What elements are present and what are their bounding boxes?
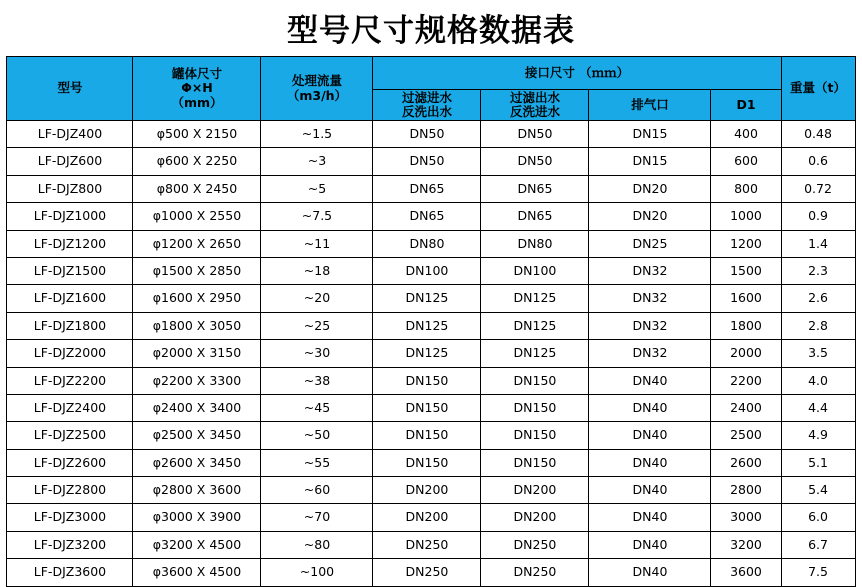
cell-model: LF-DJZ2500	[7, 422, 133, 449]
cell-tank-size: φ2600 X 3450	[133, 449, 261, 476]
filter-inlet-line2: 反洗出水	[401, 104, 452, 119]
cell-tank-size: φ500 X 2150	[133, 121, 261, 148]
cell-tank-size: φ2400 X 3400	[133, 394, 261, 421]
column-header-interface-group: 接口尺寸 （ｍｍ）	[373, 57, 781, 90]
cell-model: LF-DJZ600	[7, 148, 133, 175]
cell-weight: 5.1	[781, 449, 855, 476]
cell-exhaust: DN32	[589, 340, 711, 367]
cell-model: LF-DJZ2200	[7, 367, 133, 394]
cell-filter-inlet: DN150	[373, 449, 481, 476]
cell-filter-outlet: DN150	[481, 394, 589, 421]
cell-flow: ~38	[261, 367, 373, 394]
cell-flow: ~60	[261, 477, 373, 504]
cell-filter-inlet: DN250	[373, 559, 481, 586]
cell-filter-inlet: DN125	[373, 312, 481, 339]
cell-weight: 4.0	[781, 367, 855, 394]
cell-d1: 2400	[711, 394, 781, 421]
cell-flow: ~3	[261, 148, 373, 175]
cell-tank-size: φ1800 X 3050	[133, 312, 261, 339]
cell-filter-inlet: DN100	[373, 257, 481, 284]
cell-model: LF-DJZ1500	[7, 257, 133, 284]
table-row	[7, 148, 855, 175]
cell-filter-outlet: DN200	[481, 477, 589, 504]
cell-weight: 5.4	[781, 477, 855, 504]
cell-d1: 800	[711, 175, 781, 202]
column-header-model: 型号	[7, 57, 133, 121]
cell-exhaust: DN40	[589, 531, 711, 558]
filter-outlet-line2: 反洗进水	[509, 104, 560, 119]
cell-flow: ~70	[261, 504, 373, 531]
cell-weight: 3.5	[781, 340, 855, 367]
cell-tank-size: φ2000 X 3150	[133, 340, 261, 367]
cell-d1: 1000	[711, 203, 781, 230]
cell-model: LF-DJZ800	[7, 175, 133, 202]
cell-exhaust: DN15	[589, 121, 711, 148]
cell-d1: 3000	[711, 504, 781, 531]
cell-exhaust: DN15	[589, 148, 711, 175]
cell-flow: ~100	[261, 559, 373, 586]
table-row	[7, 203, 855, 230]
cell-exhaust: DN40	[589, 367, 711, 394]
flow-line2: （m3/h）	[286, 87, 348, 103]
cell-tank-size: φ800 X 2450	[133, 175, 261, 202]
cell-weight: 0.9	[781, 203, 855, 230]
column-header-filter-inlet	[373, 90, 481, 121]
cell-weight: 6.7	[781, 531, 855, 558]
cell-filter-outlet: DN200	[481, 504, 589, 531]
cell-flow: ~5	[261, 175, 373, 202]
table-row	[7, 394, 855, 421]
cell-filter-inlet: DN150	[373, 367, 481, 394]
cell-weight: 7.5	[781, 559, 855, 586]
cell-tank-size: φ2200 X 3300	[133, 367, 261, 394]
flow-line1: 处理流量	[291, 73, 342, 89]
cell-flow: ~7.5	[261, 203, 373, 230]
cell-weight: 0.48	[781, 121, 855, 148]
column-header-d1: D1	[711, 90, 781, 121]
cell-exhaust: DN40	[589, 449, 711, 476]
cell-filter-outlet: DN250	[481, 559, 589, 586]
cell-filter-inlet: DN65	[373, 175, 481, 202]
cell-model: LF-DJZ2000	[7, 340, 133, 367]
cell-flow: ~11	[261, 230, 373, 257]
cell-filter-outlet: DN65	[481, 175, 589, 202]
cell-tank-size: φ1500 X 2850	[133, 257, 261, 284]
cell-d1: 2800	[711, 477, 781, 504]
cell-d1: 1500	[711, 257, 781, 284]
cell-filter-inlet: DN50	[373, 121, 481, 148]
column-header-filter-outlet	[481, 90, 589, 121]
cell-weight: 1.4	[781, 230, 855, 257]
cell-tank-size: φ3200 X 4500	[133, 531, 261, 558]
cell-exhaust: DN32	[589, 285, 711, 312]
cell-filter-outlet: DN125	[481, 312, 589, 339]
cell-d1: 3600	[711, 559, 781, 586]
cell-filter-inlet: DN50	[373, 148, 481, 175]
cell-d1: 3200	[711, 531, 781, 558]
table-row	[7, 531, 855, 558]
column-header-exhaust: 排气口	[589, 90, 711, 121]
cell-tank-size: φ2800 X 3600	[133, 477, 261, 504]
cell-exhaust: DN20	[589, 203, 711, 230]
cell-d1: 2600	[711, 449, 781, 476]
cell-flow: ~1.5	[261, 121, 373, 148]
table-row	[7, 559, 855, 586]
cell-filter-outlet: DN250	[481, 531, 589, 558]
table-row	[7, 449, 855, 476]
tank-size-line3: （mm）	[171, 94, 223, 110]
cell-filter-inlet: DN125	[373, 285, 481, 312]
cell-d1: 400	[711, 121, 781, 148]
column-header-flow	[261, 57, 373, 121]
cell-d1: 1200	[711, 230, 781, 257]
cell-tank-size: φ1600 X 2950	[133, 285, 261, 312]
cell-weight: 0.72	[781, 175, 855, 202]
cell-model: LF-DJZ3600	[7, 559, 133, 586]
cell-weight: 2.6	[781, 285, 855, 312]
cell-d1: 2500	[711, 422, 781, 449]
table-row	[7, 175, 855, 202]
cell-model: LF-DJZ1600	[7, 285, 133, 312]
cell-filter-outlet: DN125	[481, 340, 589, 367]
cell-filter-inlet: DN80	[373, 230, 481, 257]
cell-exhaust: DN40	[589, 559, 711, 586]
cell-d1: 2000	[711, 340, 781, 367]
cell-filter-inlet: DN125	[373, 340, 481, 367]
cell-filter-outlet: DN100	[481, 257, 589, 284]
cell-exhaust: DN40	[589, 504, 711, 531]
cell-flow: ~55	[261, 449, 373, 476]
cell-d1: 2200	[711, 367, 781, 394]
cell-flow: ~25	[261, 312, 373, 339]
table-row	[7, 257, 855, 284]
cell-d1: 600	[711, 148, 781, 175]
cell-filter-inlet: DN65	[373, 203, 481, 230]
cell-weight: 4.9	[781, 422, 855, 449]
cell-tank-size: φ3600 X 4500	[133, 559, 261, 586]
spec-table	[6, 56, 855, 587]
cell-filter-outlet: DN50	[481, 121, 589, 148]
table-row	[7, 121, 855, 148]
cell-exhaust: DN20	[589, 175, 711, 202]
cell-weight: 2.3	[781, 257, 855, 284]
cell-tank-size: φ3000 X 3900	[133, 504, 261, 531]
cell-filter-outlet: DN50	[481, 148, 589, 175]
table-row	[7, 230, 855, 257]
cell-tank-size: φ1200 X 2650	[133, 230, 261, 257]
cell-filter-outlet: DN150	[481, 422, 589, 449]
cell-model: LF-DJZ2800	[7, 477, 133, 504]
cell-d1: 1600	[711, 285, 781, 312]
filter-outlet-line1: 过滤出水	[509, 89, 560, 105]
column-header-tank-size	[133, 57, 261, 121]
tank-size-line1: 罐体尺寸	[171, 65, 222, 81]
cell-filter-outlet: DN80	[481, 230, 589, 257]
table-row	[7, 477, 855, 504]
table-body	[7, 121, 855, 587]
cell-exhaust: DN32	[589, 257, 711, 284]
cell-weight: 0.6	[781, 148, 855, 175]
cell-exhaust: DN40	[589, 422, 711, 449]
cell-filter-outlet: DN125	[481, 285, 589, 312]
tank-size-line2: Φ×H	[181, 80, 213, 96]
cell-weight: 2.8	[781, 312, 855, 339]
table-row	[7, 367, 855, 394]
cell-flow: ~45	[261, 394, 373, 421]
cell-model: LF-DJZ1200	[7, 230, 133, 257]
cell-model: LF-DJZ3000	[7, 504, 133, 531]
page-title: 型号尺寸规格数据表	[287, 13, 575, 49]
cell-model: LF-DJZ1800	[7, 312, 133, 339]
cell-filter-inlet: DN150	[373, 422, 481, 449]
column-header-weight: 重量（t）	[781, 57, 855, 121]
table-row	[7, 422, 855, 449]
filter-inlet-line1: 过滤进水	[401, 89, 452, 105]
cell-model: LF-DJZ1000	[7, 203, 133, 230]
table-row	[7, 312, 855, 339]
cell-exhaust: DN32	[589, 312, 711, 339]
cell-flow: ~50	[261, 422, 373, 449]
cell-tank-size: φ600 X 2250	[133, 148, 261, 175]
cell-flow: ~80	[261, 531, 373, 558]
cell-flow: ~30	[261, 340, 373, 367]
cell-d1: 1800	[711, 312, 781, 339]
table-header	[7, 57, 855, 121]
cell-tank-size: φ2500 X 3450	[133, 422, 261, 449]
cell-model: LF-DJZ2400	[7, 394, 133, 421]
cell-weight: 4.4	[781, 394, 855, 421]
cell-model: LF-DJZ400	[7, 121, 133, 148]
cell-filter-outlet: DN150	[481, 367, 589, 394]
cell-exhaust: DN25	[589, 230, 711, 257]
cell-tank-size: φ1000 X 2550	[133, 203, 261, 230]
table-row	[7, 285, 855, 312]
cell-model: LF-DJZ3200	[7, 531, 133, 558]
cell-flow: ~18	[261, 257, 373, 284]
cell-exhaust: DN40	[589, 394, 711, 421]
cell-filter-inlet: DN250	[373, 531, 481, 558]
cell-model: LF-DJZ2600	[7, 449, 133, 476]
cell-flow: ~20	[261, 285, 373, 312]
cell-filter-inlet: DN200	[373, 504, 481, 531]
cell-filter-inlet: DN150	[373, 394, 481, 421]
cell-filter-outlet: DN150	[481, 449, 589, 476]
cell-exhaust: DN40	[589, 477, 711, 504]
cell-filter-outlet: DN65	[481, 203, 589, 230]
table-row	[7, 340, 855, 367]
cell-weight: 6.0	[781, 504, 855, 531]
cell-filter-inlet: DN200	[373, 477, 481, 504]
table-row	[7, 504, 855, 531]
